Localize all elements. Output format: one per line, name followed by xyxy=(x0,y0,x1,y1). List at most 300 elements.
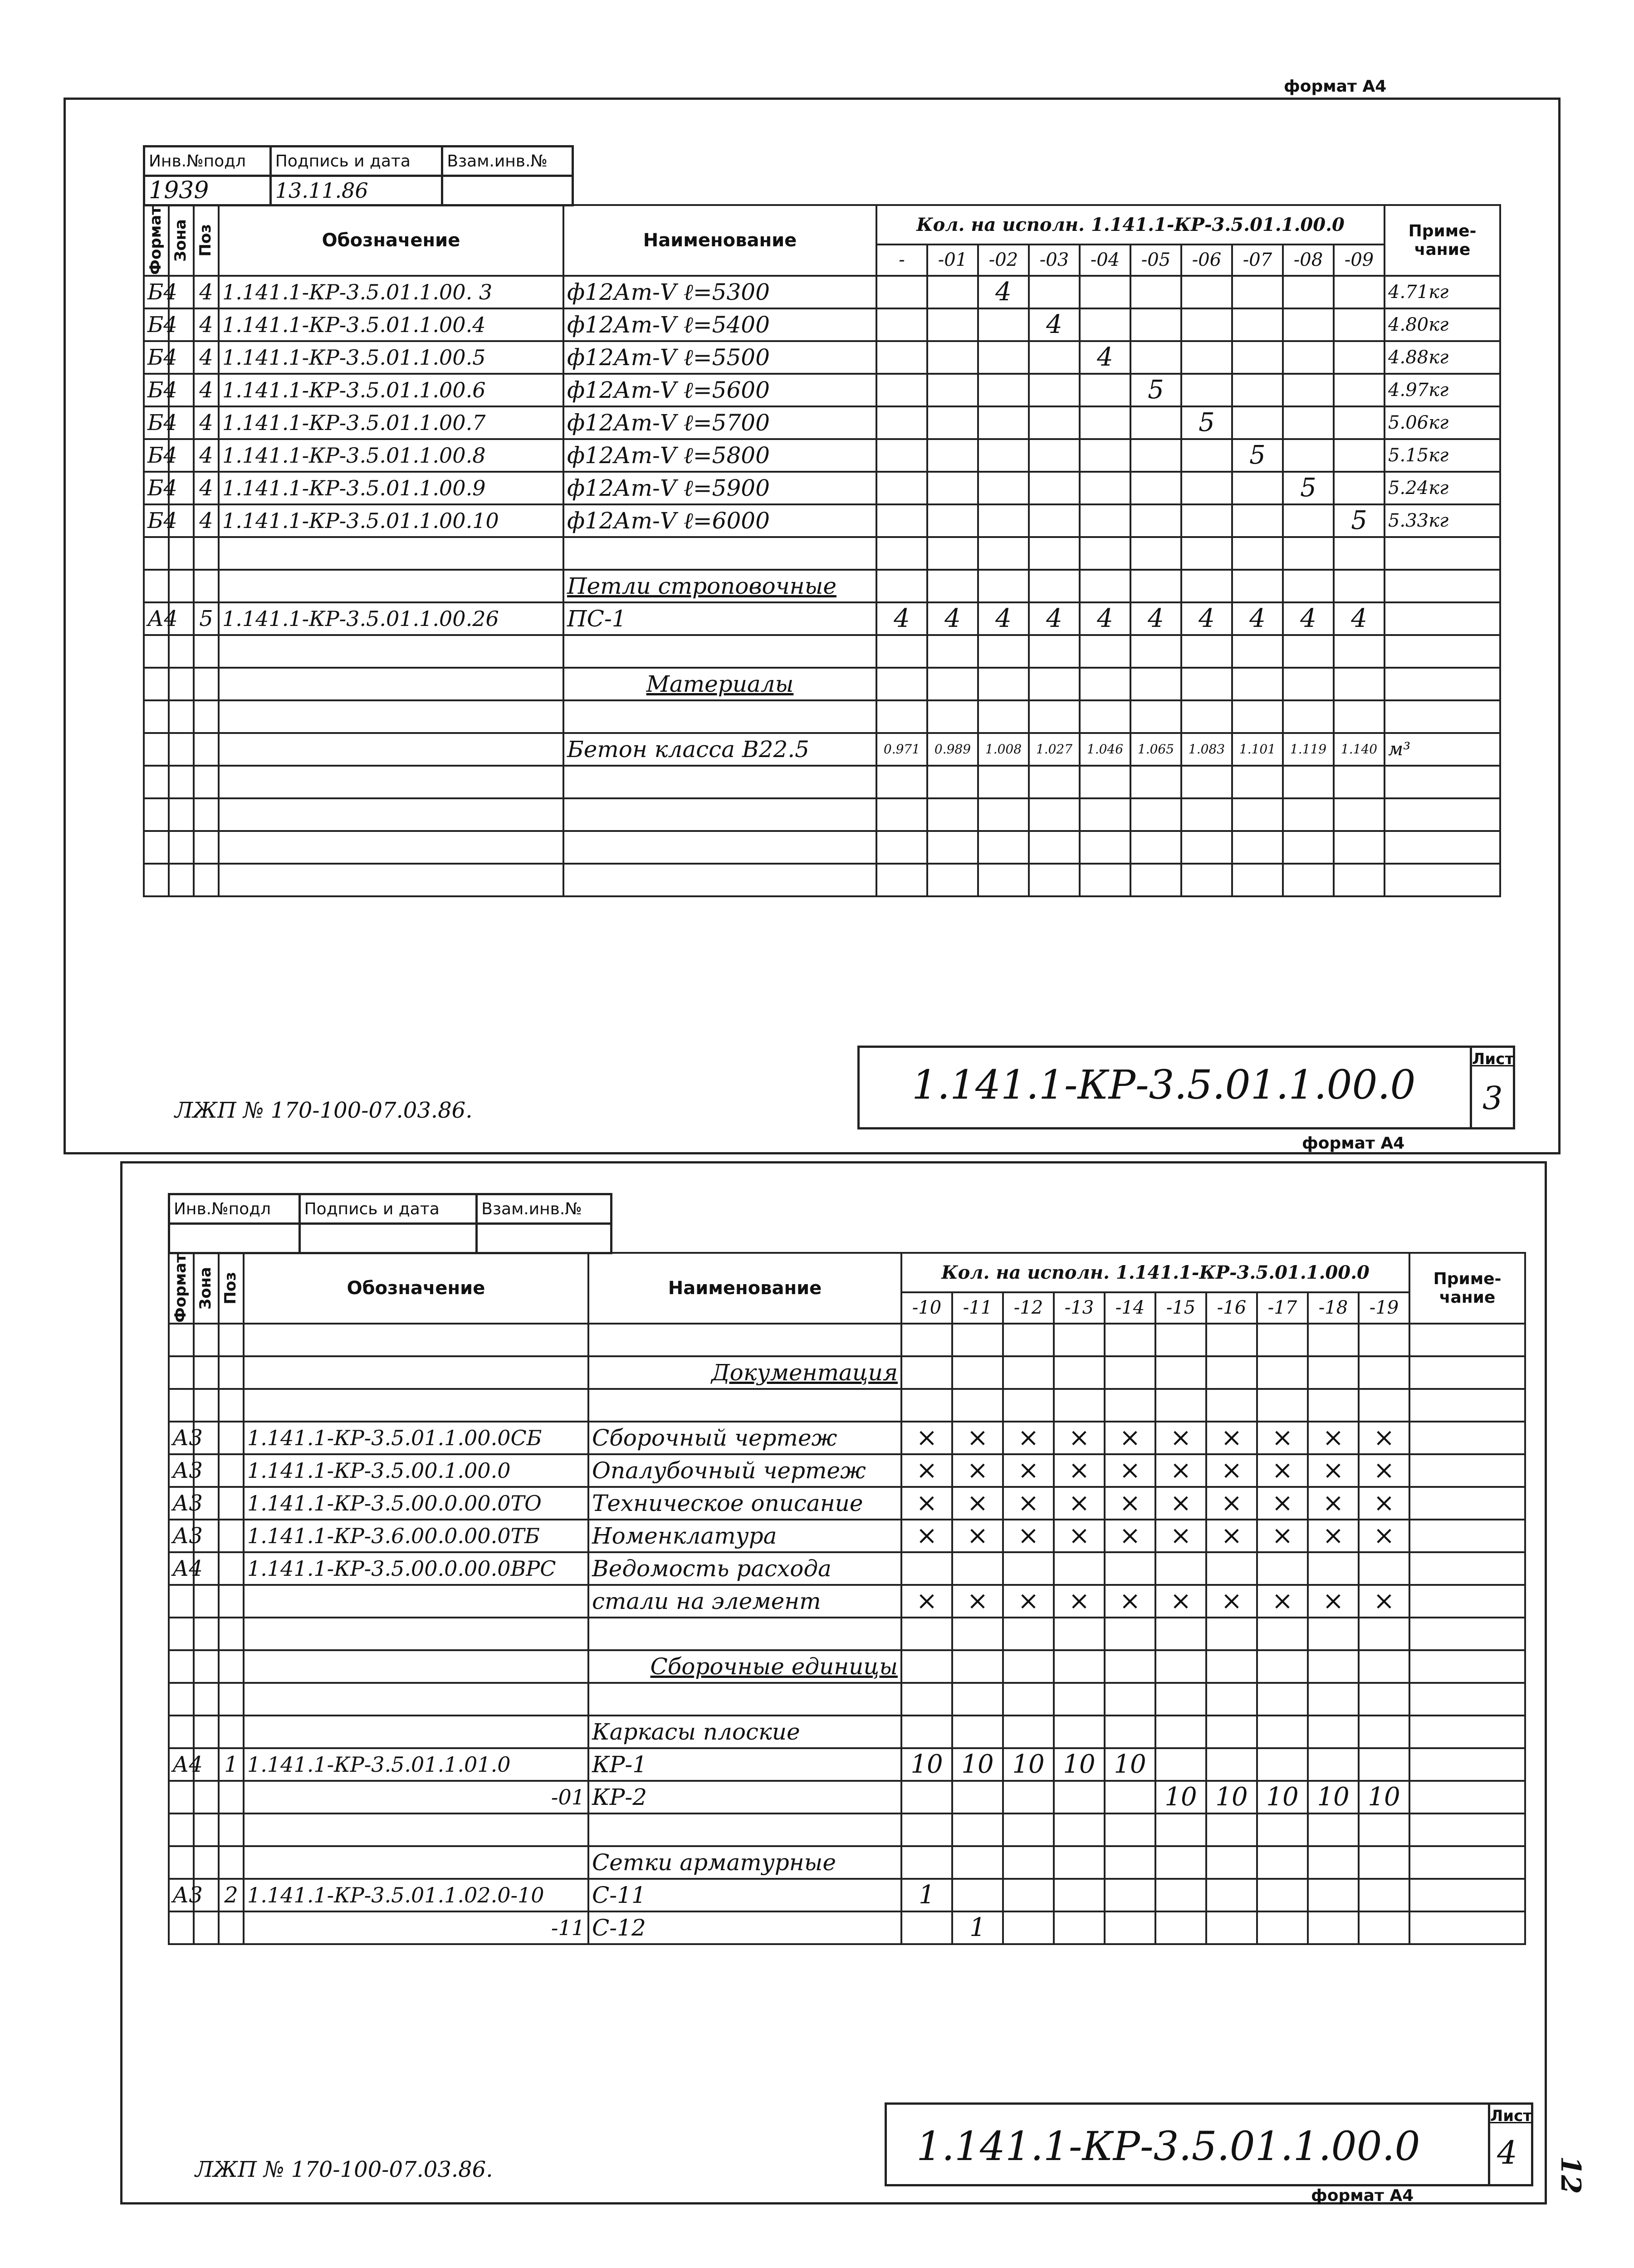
cell-qty xyxy=(1105,1781,1155,1813)
cell-qty xyxy=(1206,1389,1257,1422)
col-format-text: Формат xyxy=(147,206,165,275)
cell-qty xyxy=(978,374,1029,406)
cell-qty: 10 xyxy=(1155,1781,1206,1813)
cell-qty: × xyxy=(1206,1585,1257,1618)
cell-pos: 2 xyxy=(219,1879,244,1911)
cell-qty: × xyxy=(901,1422,952,1454)
stamp-header-inv: Инв.№подл xyxy=(169,1194,300,1224)
cell-qty xyxy=(927,276,978,308)
cell-zone xyxy=(194,1356,219,1389)
cell-remark: 4.71кг xyxy=(1384,276,1500,308)
cell-qty xyxy=(1308,1846,1359,1879)
col-pos-text: Поз xyxy=(221,1272,240,1305)
cell-qty xyxy=(1334,668,1384,700)
cell-qty xyxy=(1105,1846,1155,1879)
cell-pos xyxy=(219,1422,244,1454)
cell-qty xyxy=(1232,635,1283,668)
cell-qty xyxy=(1080,668,1130,700)
cell-qty xyxy=(876,798,927,831)
cell-remark: 5.33кг xyxy=(1384,504,1500,537)
col-zone-text: Зона xyxy=(196,1266,215,1310)
cell-qty xyxy=(1003,1846,1054,1879)
cell-qty xyxy=(1283,439,1334,472)
cell-pos: 5 xyxy=(194,602,219,635)
cell-qty xyxy=(1334,831,1384,864)
variant-header: -13 xyxy=(1054,1292,1105,1324)
cell-qty xyxy=(1080,537,1130,570)
cell-qty xyxy=(1206,1911,1257,1944)
cell-qty xyxy=(1232,406,1283,439)
cell-designation: 1.141.1-КР-3.5.01.1.00.26 xyxy=(219,602,563,635)
cell-pos xyxy=(194,537,219,570)
cell-qty xyxy=(901,1552,952,1585)
cell-qty: 1.140 xyxy=(1334,733,1384,766)
cell-qty: × xyxy=(1105,1487,1155,1520)
table-row xyxy=(144,766,1500,798)
cell-zone xyxy=(194,1683,219,1716)
cell-remark xyxy=(1409,1813,1525,1846)
cell-qty xyxy=(952,1813,1003,1846)
cell-zone xyxy=(169,831,194,864)
cell-qty xyxy=(1003,1650,1054,1683)
cell-qty xyxy=(1359,1716,1409,1748)
cell-remark xyxy=(1409,1454,1525,1487)
cell-designation xyxy=(244,1683,588,1716)
variant-header: -01 xyxy=(927,244,978,276)
col-remark: Приме-чание xyxy=(1384,205,1500,276)
cell-name xyxy=(563,700,876,733)
cell-qty: × xyxy=(1105,1422,1155,1454)
cell-qty xyxy=(1080,635,1130,668)
cell-qty: 1.046 xyxy=(1080,733,1130,766)
cell-designation: 1.141.1-КР-3.5.01.1.00.5 xyxy=(219,341,563,374)
cell-qty xyxy=(1232,798,1283,831)
cell-qty xyxy=(1155,1911,1206,1944)
cell-designation xyxy=(244,1846,588,1879)
cell-qty xyxy=(1257,1324,1308,1356)
cell-pos xyxy=(219,1781,244,1813)
cell-qty xyxy=(1080,406,1130,439)
cell-remark xyxy=(1409,1781,1525,1813)
cell-pos: 4 xyxy=(194,341,219,374)
cell-qty xyxy=(978,570,1029,602)
cell-name: Сборочные единицы xyxy=(588,1650,901,1683)
cell-qty xyxy=(1130,308,1181,341)
cell-qty xyxy=(1029,276,1080,308)
cell-qty xyxy=(901,1650,952,1683)
cell-qty xyxy=(876,472,927,504)
cell-qty xyxy=(1308,1683,1359,1716)
cell-qty xyxy=(1334,798,1384,831)
cell-qty xyxy=(1359,1846,1409,1879)
cell-format: Б4 xyxy=(144,308,169,341)
cell-qty: × xyxy=(1257,1487,1308,1520)
cell-qty: 0.971 xyxy=(876,733,927,766)
cell-qty: × xyxy=(1308,1520,1359,1552)
cell-qty xyxy=(1029,570,1080,602)
cell-remark xyxy=(1384,537,1500,570)
cell-qty xyxy=(1283,864,1334,896)
cell-qty xyxy=(1257,1650,1308,1683)
cell-qty: × xyxy=(901,1520,952,1552)
cell-designation xyxy=(244,1389,588,1422)
cell-qty xyxy=(1232,570,1283,602)
cell-qty xyxy=(1155,1748,1206,1781)
cell-qty xyxy=(1054,1716,1105,1748)
doc-code-1: 1.141.1-КР-3.5.01.1.00.0 xyxy=(912,1061,1416,1108)
cell-qty xyxy=(1181,472,1232,504)
table-row xyxy=(169,1650,1525,1683)
stamp-1 xyxy=(143,145,574,206)
cell-format: Б4 xyxy=(144,374,169,406)
cell-pos: 4 xyxy=(194,406,219,439)
cell-qty xyxy=(927,439,978,472)
cell-designation xyxy=(219,864,563,896)
cell-qty xyxy=(952,1879,1003,1911)
cell-remark: м³ xyxy=(1384,733,1500,766)
cell-qty xyxy=(1029,700,1080,733)
variant-header: -02 xyxy=(978,244,1029,276)
cell-qty xyxy=(927,341,978,374)
spec-table-1 xyxy=(143,204,1501,897)
cell-qty xyxy=(927,504,978,537)
cell-qty xyxy=(1334,537,1384,570)
cell-qty: × xyxy=(901,1585,952,1618)
variant-header: -10 xyxy=(901,1292,952,1324)
cell-qty xyxy=(1257,1911,1308,1944)
cell-zone xyxy=(169,864,194,896)
cell-name: КР-2 xyxy=(588,1781,901,1813)
cell-format: Б4 xyxy=(144,504,169,537)
table-row xyxy=(144,864,1500,896)
cell-qty xyxy=(1283,374,1334,406)
cell-qty xyxy=(1232,766,1283,798)
cell-qty: 4 xyxy=(1080,341,1130,374)
cell-qty: × xyxy=(1054,1487,1105,1520)
cell-qty xyxy=(1232,504,1283,537)
table-row xyxy=(169,1716,1525,1748)
cell-qty xyxy=(1206,1813,1257,1846)
cell-name: ф12Ат-V ℓ=5500 xyxy=(563,341,876,374)
col-format xyxy=(144,205,169,276)
cell-qty xyxy=(1003,1389,1054,1422)
cell-qty xyxy=(1257,1813,1308,1846)
cell-qty xyxy=(1054,1683,1105,1716)
cell-qty xyxy=(1334,472,1384,504)
cell-remark xyxy=(1384,700,1500,733)
cell-format: А4 xyxy=(144,602,169,635)
cell-remark xyxy=(1409,1356,1525,1389)
cell-designation: 1.141.1-КР-3.6.00.0.00.0ТБ xyxy=(244,1520,588,1552)
cell-qty xyxy=(1105,1389,1155,1422)
cell-pos: 4 xyxy=(194,504,219,537)
cell-qty xyxy=(1080,439,1130,472)
cell-qty xyxy=(1130,276,1181,308)
stamp-sign-value xyxy=(299,1224,477,1253)
cell-qty: 5 xyxy=(1232,439,1283,472)
cell-qty xyxy=(1155,1552,1206,1585)
cell-qty xyxy=(1054,1356,1105,1389)
cell-zone xyxy=(169,537,194,570)
cell-designation xyxy=(219,733,563,766)
cell-qty: × xyxy=(952,1487,1003,1520)
table-row xyxy=(144,374,1500,406)
cell-qty xyxy=(1206,1324,1257,1356)
cell-qty: 4 xyxy=(876,602,927,635)
cell-qty xyxy=(1334,308,1384,341)
variant-header: -06 xyxy=(1181,244,1232,276)
cell-pos xyxy=(219,1389,244,1422)
cell-qty xyxy=(1155,1879,1206,1911)
cell-qty: × xyxy=(1155,1585,1206,1618)
margin-page-number: 12 xyxy=(1554,2156,1586,2194)
cell-qty xyxy=(1206,1879,1257,1911)
cell-format xyxy=(144,766,169,798)
col-name: Наименование xyxy=(588,1253,901,1324)
header-row xyxy=(144,205,1500,244)
cell-qty xyxy=(1003,1618,1054,1650)
cell-name: Петли строповочные xyxy=(563,570,876,602)
cell-qty xyxy=(1334,406,1384,439)
cell-qty xyxy=(1130,537,1181,570)
cell-qty: 4 xyxy=(978,276,1029,308)
table-row xyxy=(169,1911,1525,1944)
cell-designation: 1.141.1-КР-3.5.00.1.00.0 xyxy=(244,1454,588,1487)
cell-qty xyxy=(1029,831,1080,864)
stamp-replace-value xyxy=(442,176,573,205)
cell-pos xyxy=(219,1618,244,1650)
cell-qty xyxy=(1308,1650,1359,1683)
cell-designation xyxy=(219,766,563,798)
cell-name xyxy=(563,798,876,831)
cell-qty: × xyxy=(1003,1454,1054,1487)
cell-qty xyxy=(1029,472,1080,504)
cell-qty xyxy=(1130,864,1181,896)
cell-name: Техническое описание xyxy=(588,1487,901,1520)
cell-qty: × xyxy=(1257,1585,1308,1618)
cell-qty xyxy=(1283,537,1334,570)
cell-qty xyxy=(1080,700,1130,733)
cell-qty xyxy=(1054,1618,1105,1650)
cell-qty: × xyxy=(1054,1454,1105,1487)
cell-qty xyxy=(1105,1683,1155,1716)
cell-name xyxy=(588,1324,901,1356)
cell-designation: 1.141.1-КР-3.5.01.1.00.8 xyxy=(219,439,563,472)
variant-header: -03 xyxy=(1029,244,1080,276)
cell-qty xyxy=(1029,798,1080,831)
cell-name: Материалы xyxy=(563,668,876,700)
cell-format xyxy=(169,1585,194,1618)
cell-qty xyxy=(901,1618,952,1650)
col-name: Наименование xyxy=(563,205,876,276)
cell-qty xyxy=(1334,276,1384,308)
cell-remark xyxy=(1409,1683,1525,1716)
cell-name xyxy=(588,1618,901,1650)
cell-qty xyxy=(876,537,927,570)
cell-designation xyxy=(219,831,563,864)
format-label-bottom-2: формат А4 xyxy=(1311,2186,1414,2205)
cell-qty xyxy=(1130,570,1181,602)
cell-qty xyxy=(1054,1813,1105,1846)
cell-format xyxy=(144,831,169,864)
cell-qty: 4 xyxy=(1283,602,1334,635)
cell-qty xyxy=(1308,1748,1359,1781)
cell-qty xyxy=(876,668,927,700)
cell-qty xyxy=(1003,1813,1054,1846)
table-row xyxy=(169,1781,1525,1813)
cell-pos xyxy=(219,1520,244,1552)
cell-remark: 5.24кг xyxy=(1384,472,1500,504)
cell-pos xyxy=(194,766,219,798)
cell-name: Каркасы плоские xyxy=(588,1716,901,1748)
cell-designation: -01 xyxy=(244,1781,588,1813)
cell-qty xyxy=(1206,1683,1257,1716)
table-row xyxy=(144,308,1500,341)
cell-format xyxy=(169,1356,194,1389)
cell-pos xyxy=(219,1683,244,1716)
col-designation: Обозначение xyxy=(219,205,563,276)
table-row xyxy=(144,472,1500,504)
cell-qty xyxy=(978,472,1029,504)
cell-qty xyxy=(1359,1389,1409,1422)
cell-pos xyxy=(194,798,219,831)
cell-qty xyxy=(1003,1716,1054,1748)
cell-qty xyxy=(952,1650,1003,1683)
cell-designation xyxy=(219,635,563,668)
table-row xyxy=(144,798,1500,831)
cell-qty xyxy=(1029,635,1080,668)
cell-qty xyxy=(952,1781,1003,1813)
cell-qty xyxy=(1080,766,1130,798)
cell-qty xyxy=(1257,1846,1308,1879)
cell-qty xyxy=(1181,700,1232,733)
cell-remark xyxy=(1409,1846,1525,1879)
cell-qty xyxy=(1359,1552,1409,1585)
cell-qty xyxy=(1308,1389,1359,1422)
cell-qty xyxy=(1029,406,1080,439)
cell-qty xyxy=(1130,700,1181,733)
cell-qty xyxy=(876,831,927,864)
cell-qty: × xyxy=(1054,1520,1105,1552)
cell-designation xyxy=(244,1813,588,1846)
cell-qty xyxy=(1181,537,1232,570)
cell-qty xyxy=(1003,1552,1054,1585)
stamp-2 xyxy=(168,1193,612,1254)
cell-format xyxy=(144,733,169,766)
cell-format: А3 xyxy=(169,1879,194,1911)
cell-qty xyxy=(1359,1356,1409,1389)
cell-designation: 1.141.1-КР-3.5.00.0.00.0ВРС xyxy=(244,1552,588,1585)
cell-zone xyxy=(169,733,194,766)
cell-qty xyxy=(952,1716,1003,1748)
cell-qty xyxy=(978,341,1029,374)
cell-remark xyxy=(1409,1552,1525,1585)
cell-qty: 5 xyxy=(1130,374,1181,406)
cell-qty xyxy=(952,1356,1003,1389)
cell-qty xyxy=(901,1716,952,1748)
cell-qty xyxy=(1105,1324,1155,1356)
cell-qty: 1.101 xyxy=(1232,733,1283,766)
cell-qty xyxy=(1155,1324,1206,1356)
stamp-header-sign: Подпись и дата xyxy=(270,147,442,176)
table-row xyxy=(144,341,1500,374)
cell-designation: 1.141.1-КР-3.5.01.1.00.9 xyxy=(219,472,563,504)
cell-pos xyxy=(219,1356,244,1389)
cell-pos xyxy=(219,1552,244,1585)
cell-designation: 1.141.1-КР-3.5.01.1.00.7 xyxy=(219,406,563,439)
table-row xyxy=(169,1618,1525,1650)
cell-name: ф12Ат-V ℓ=5600 xyxy=(563,374,876,406)
variant-header: -08 xyxy=(1283,244,1334,276)
cell-qty: 10 xyxy=(952,1748,1003,1781)
cell-qty xyxy=(1054,1781,1105,1813)
cell-qty xyxy=(952,1552,1003,1585)
cell-format xyxy=(169,1324,194,1356)
cell-qty xyxy=(1054,1846,1105,1879)
sheet-label-1: Лист xyxy=(1472,1050,1514,1068)
cell-qty xyxy=(1308,1356,1359,1389)
cell-pos xyxy=(219,1813,244,1846)
cell-qty xyxy=(876,570,927,602)
cell-qty xyxy=(1283,700,1334,733)
cell-qty xyxy=(1334,374,1384,406)
cell-pos xyxy=(194,864,219,896)
cell-qty xyxy=(1130,635,1181,668)
cell-qty xyxy=(876,504,927,537)
cell-qty xyxy=(901,1356,952,1389)
cell-designation xyxy=(244,1324,588,1356)
table-row xyxy=(144,276,1500,308)
cell-qty xyxy=(927,537,978,570)
table-row xyxy=(169,1683,1525,1716)
cell-designation xyxy=(244,1618,588,1650)
cell-qty xyxy=(876,406,927,439)
cell-qty xyxy=(978,439,1029,472)
cell-qty: 1.008 xyxy=(978,733,1029,766)
cell-qty xyxy=(952,1324,1003,1356)
cell-qty xyxy=(1105,1552,1155,1585)
cell-designation xyxy=(219,700,563,733)
cell-qty xyxy=(1080,472,1130,504)
table-row xyxy=(169,1324,1525,1356)
cell-qty xyxy=(1308,1618,1359,1650)
cell-qty xyxy=(927,700,978,733)
cell-format xyxy=(144,537,169,570)
cell-format xyxy=(169,1618,194,1650)
cell-qty xyxy=(1130,406,1181,439)
cell-pos xyxy=(219,1324,244,1356)
cell-name: ф12Ат-V ℓ=5300 xyxy=(563,276,876,308)
cell-qty: 1.027 xyxy=(1029,733,1080,766)
cell-name: ф12Ат-V ℓ=5400 xyxy=(563,308,876,341)
cell-qty xyxy=(952,1846,1003,1879)
cell-qty xyxy=(1257,1356,1308,1389)
cell-remark xyxy=(1409,1324,1525,1356)
cell-name: Сборочный чертеж xyxy=(588,1422,901,1454)
cell-remark xyxy=(1409,1487,1525,1520)
cell-qty xyxy=(927,472,978,504)
cell-qty xyxy=(1257,1716,1308,1748)
cell-format: Б4 xyxy=(144,472,169,504)
cell-qty xyxy=(1105,1650,1155,1683)
cell-qty: × xyxy=(1003,1487,1054,1520)
doc-code-2: 1.141.1-КР-3.5.01.1.00.0 xyxy=(916,2123,1420,2170)
cell-remark xyxy=(1409,1879,1525,1911)
cell-qty: 10 xyxy=(1105,1748,1155,1781)
cell-qty xyxy=(1283,308,1334,341)
cell-qty xyxy=(1232,700,1283,733)
cell-qty xyxy=(1181,504,1232,537)
